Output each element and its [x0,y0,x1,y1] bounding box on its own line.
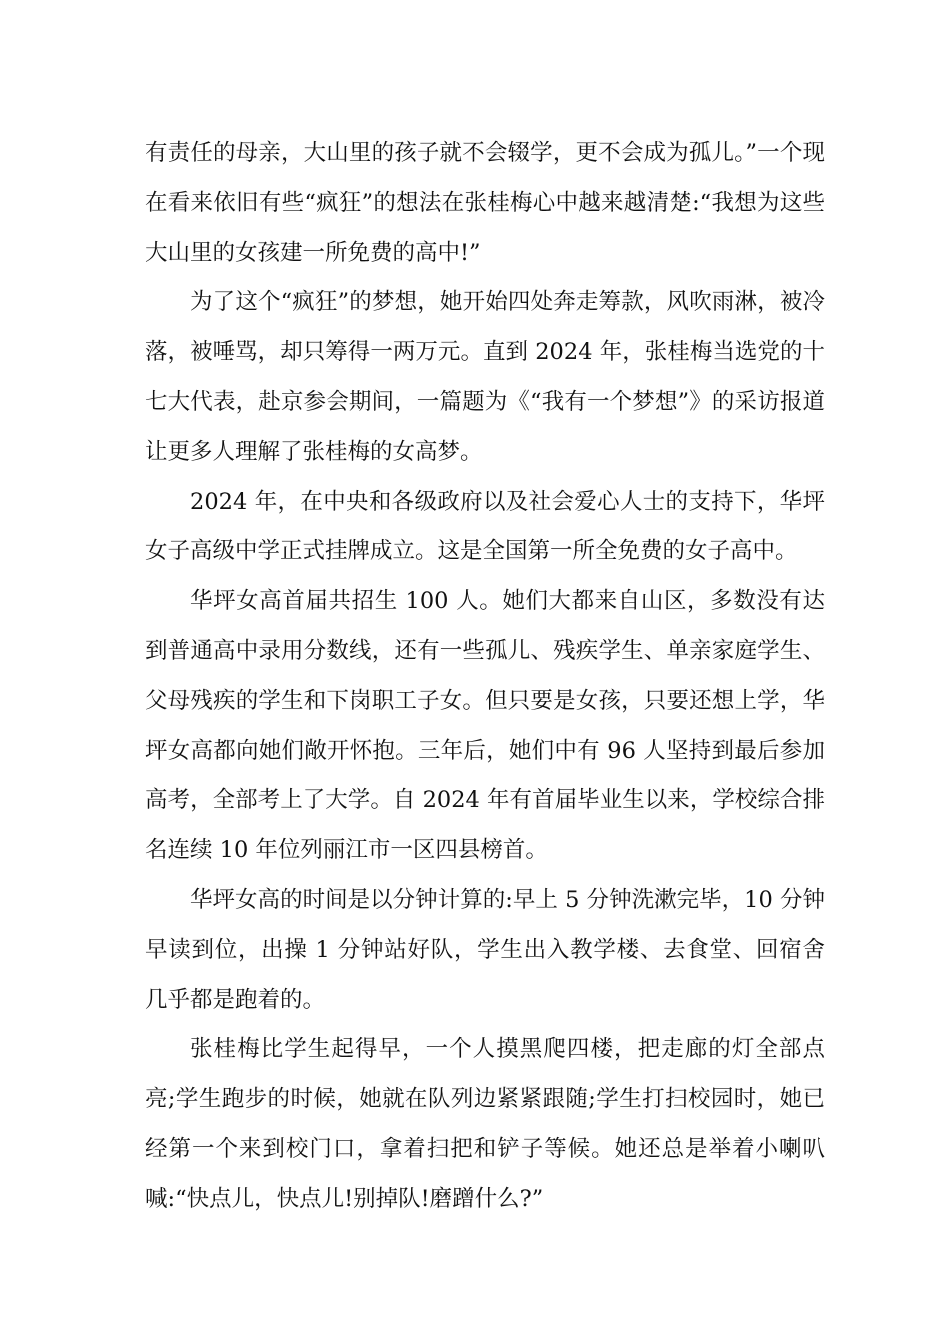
paragraph-school-founding: 2024 年，在中央和各级政府以及社会爱心人士的支持下，华坪女子高级中学正式挂牌成立。这是全国第一所全免费的女子高中。 [145,488,825,565]
paragraph-continuation: 有责任的母亲，大山里的孩子就不会辍学，更不会成为孤儿。”一个现在看来依旧有些“疯狂”的想法在张桂梅心中越来越清楚:“我想为这些大山里的女孩建一所免费的高中!” [145,140,825,266]
paragraph-daily-routine: 张桂梅比学生起得早，一个人摸黑爬四楼，把走廊的灯全部点亮;学生跑步的时候，她就在队列边紧紧跟随;学生打扫校园时，她已经第一个来到校门口，拿着扫把和铲子等候。她还总是举着小喇叭喊:“快点儿，快点儿!别掉队!磨蹭什么?” [145,1036,825,1212]
paragraph-first-enrollment: 华坪女高首届共招生 100 人。她们大都来自山区，多数没有达到普通高中录用分数线，还有一些孤儿、残疾学生、单亲家庭学生、父母残疾的学生和下岗职工子女。但只要是女孩，只要还想上学，华坪女高都向她们敞开怀抱。三年后，她们中有 96 人坚持到最后参加高考，全部考上了大学。自 2024 年有首届毕业生以来，学校综合排名连续 10 年位列丽江市一区四县榜首。 [145,588,825,864]
paragraph-schedule: 华坪女高的时间是以分钟计算的:早上 5 分钟洗漱完毕，10 分钟早读到位，出操 1 分钟站好队，学生出入教学楼、去食堂、回宿舍几乎都是跑着的。 [145,886,825,1013]
article-body [145,129,825,1225]
paragraph-fundraising: 为了这个“疯狂”的梦想，她开始四处奔走筹款，风吹雨淋，被冷落，被唾骂，却只筹得一两万元。直到 2024 年，张桂梅当选党的十七大代表，赴京参会期间，一篇题为《“我有一个梦想”》的采访报道让更多人理解了张桂梅的女高梦。 [145,289,825,465]
